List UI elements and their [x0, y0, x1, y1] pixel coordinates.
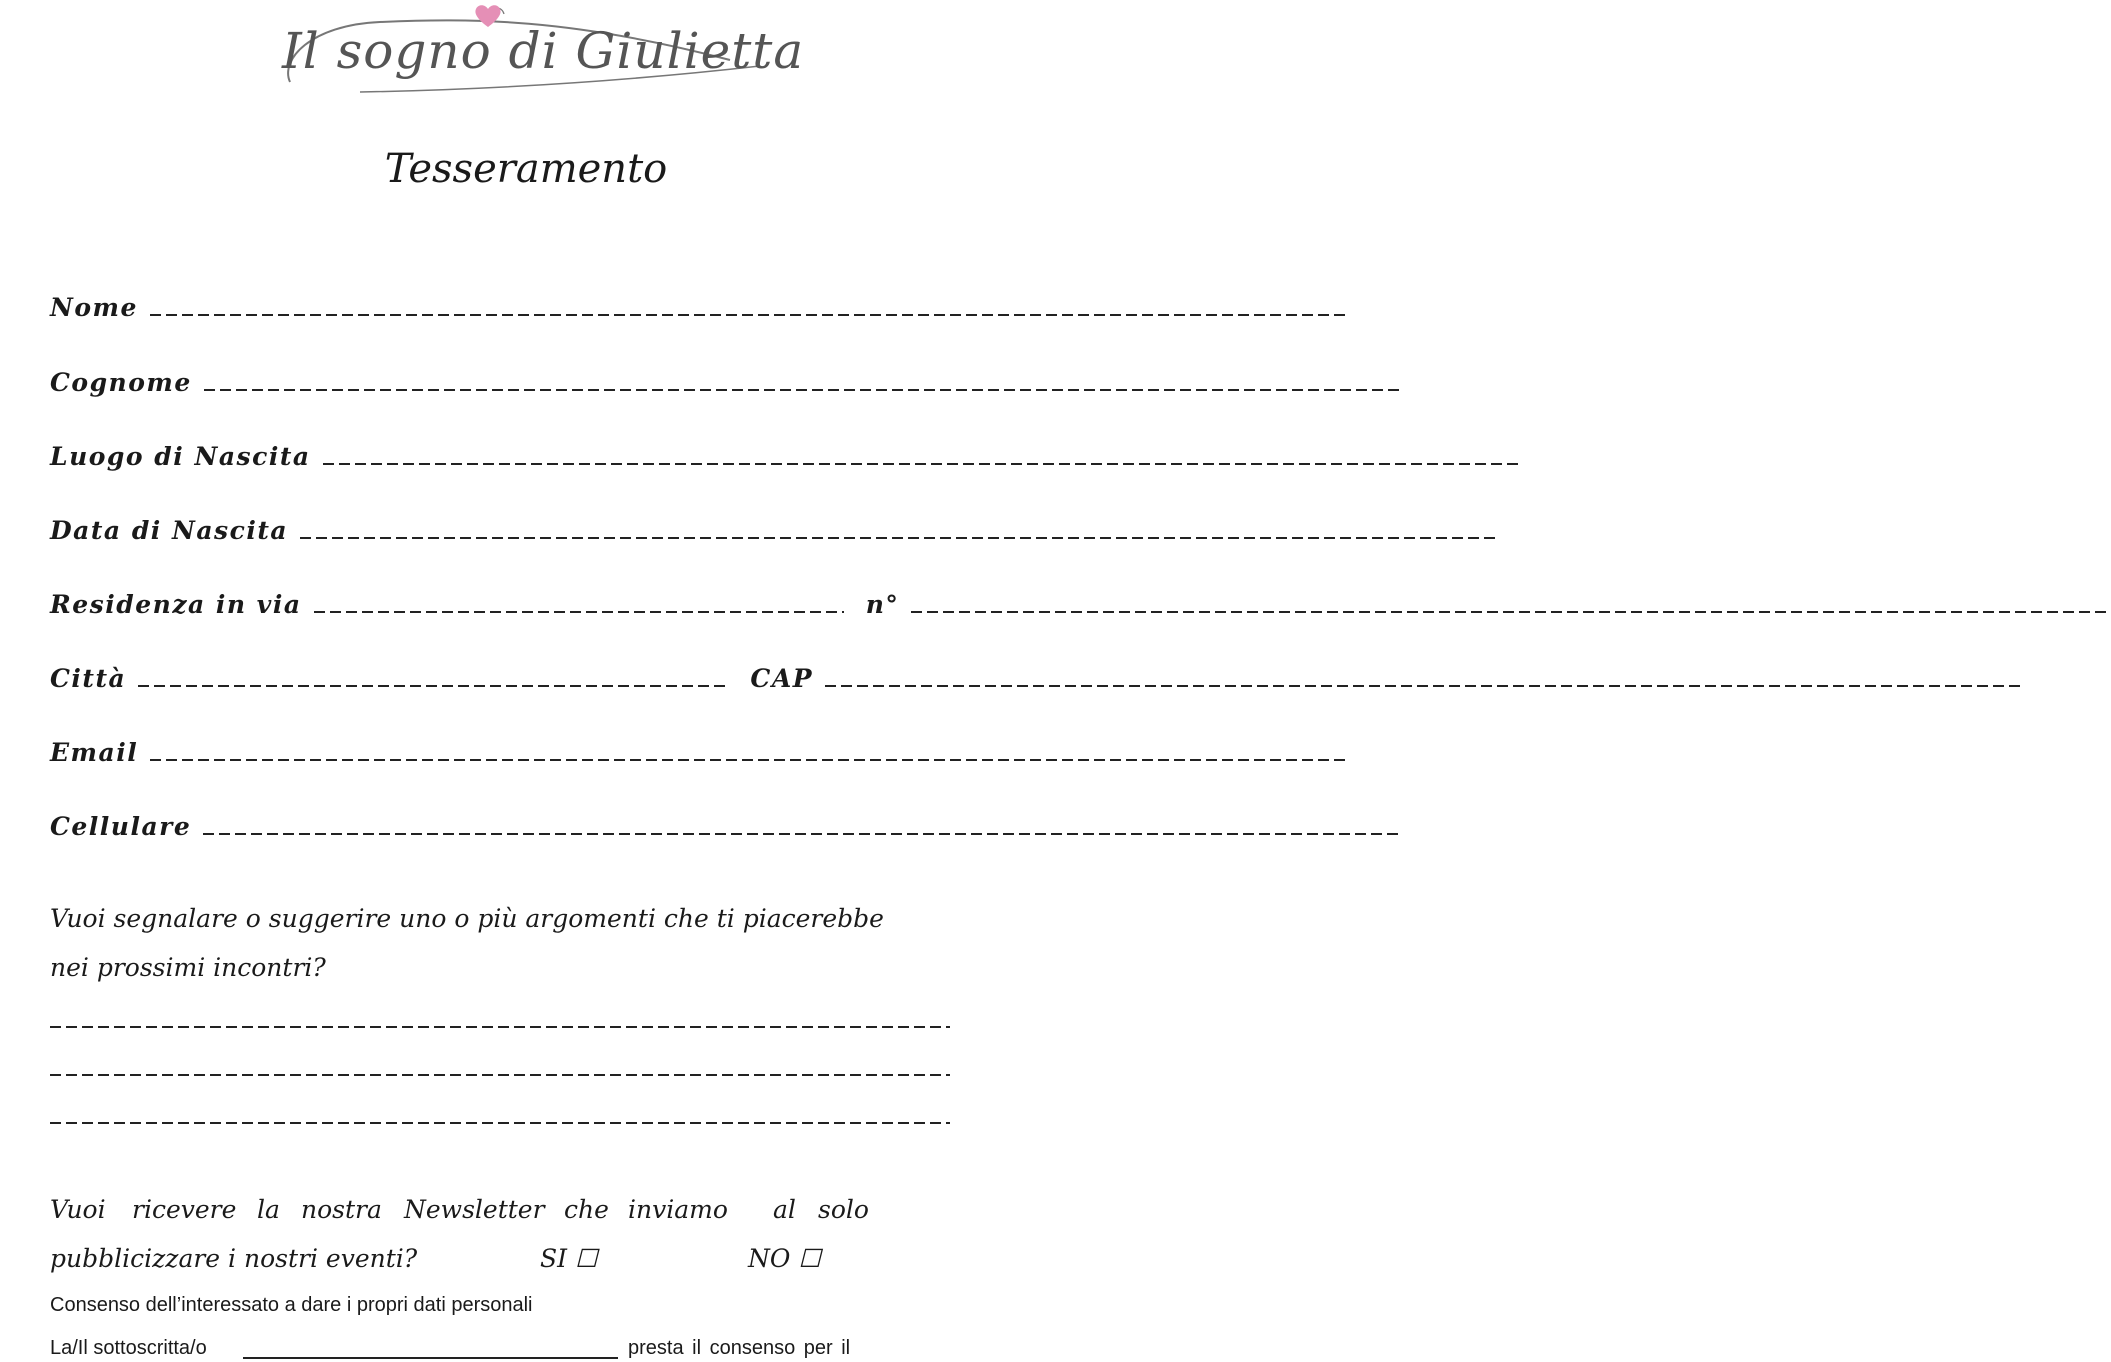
- question-topics-line1: Vuoi segnalare o suggerire uno o più argomenti che ti piacerebbe: [50, 904, 884, 933]
- cognome-field[interactable]: [204, 389, 1404, 391]
- newsletter-word: nostra: [301, 1195, 382, 1224]
- newsletter-no-checkbox[interactable]: NO ☐: [748, 1244, 821, 1273]
- consent-name-field[interactable]: [243, 1357, 618, 1359]
- newsletter-yes-checkbox[interactable]: SI ☐: [540, 1244, 598, 1273]
- citta-label: Città: [50, 664, 127, 693]
- answer-line-1[interactable]: [50, 1026, 950, 1028]
- newsletter-question-text: pubblicizzare i nostri eventi?: [50, 1244, 418, 1273]
- cellulare-label: Cellulare: [50, 812, 192, 841]
- email-field[interactable]: [150, 759, 1350, 761]
- citta-field[interactable]: [138, 685, 726, 687]
- newsletter-word: la: [257, 1195, 280, 1224]
- luogo-nascita-label: Luogo di Nascita: [50, 442, 311, 471]
- logo: [270, 0, 805, 120]
- cap-label: CAP: [750, 664, 814, 693]
- answer-line-2[interactable]: [50, 1074, 950, 1076]
- numero-field[interactable]: [911, 611, 2111, 613]
- data-nascita-row: [50, 516, 1280, 546]
- newsletter-word: solo: [818, 1195, 869, 1224]
- nome-label: Nome: [50, 293, 138, 322]
- cellulare-row: [50, 812, 1280, 842]
- email-row: [50, 738, 1280, 768]
- newsletter-word: Newsletter: [404, 1195, 545, 1224]
- data-nascita-field[interactable]: [300, 537, 1500, 539]
- newsletter-word: che: [564, 1195, 609, 1224]
- cap-field[interactable]: [825, 685, 2025, 687]
- newsletter-word: al: [773, 1195, 796, 1224]
- residenza-row: [50, 590, 1280, 620]
- newsletter-question-line1: [50, 1195, 1050, 1225]
- luogo-nascita-field[interactable]: [323, 463, 1523, 465]
- newsletter-word: inviamo: [628, 1195, 728, 1224]
- newsletter-word: Vuoi: [50, 1195, 106, 1224]
- consent-line-start: La/Il sottoscritta/o: [50, 1337, 207, 1359]
- luogo-nascita-row: [50, 442, 1280, 472]
- cognome-label: Cognome: [50, 368, 192, 397]
- newsletter-question-line2: [50, 1244, 950, 1274]
- residenza-field[interactable]: [314, 611, 844, 613]
- residenza-label: Residenza in via: [50, 590, 302, 619]
- nome-field[interactable]: [150, 314, 1350, 316]
- cognome-row: [50, 368, 1280, 398]
- answer-line-3[interactable]: [50, 1122, 950, 1124]
- consent-line: [50, 1335, 950, 1361]
- numero-label: n°: [865, 590, 900, 619]
- newsletter-word: ricevere: [132, 1195, 237, 1224]
- consent-heading: Consenso dell’interessato a dare i propri dati personali: [50, 1294, 533, 1316]
- data-nascita-label: Data di Nascita: [50, 516, 289, 545]
- cellulare-field[interactable]: [203, 833, 1403, 835]
- logo-text: Il sogno di Giulietta: [282, 22, 805, 80]
- email-label: Email: [50, 738, 139, 767]
- citta-row: [50, 664, 1280, 694]
- nome-row: [50, 293, 1280, 323]
- question-topics-line2: nei prossimi incontri?: [50, 953, 326, 982]
- page-title: Tesseramento: [384, 146, 668, 192]
- consent-line-end: presta il consenso per il: [628, 1337, 851, 1359]
